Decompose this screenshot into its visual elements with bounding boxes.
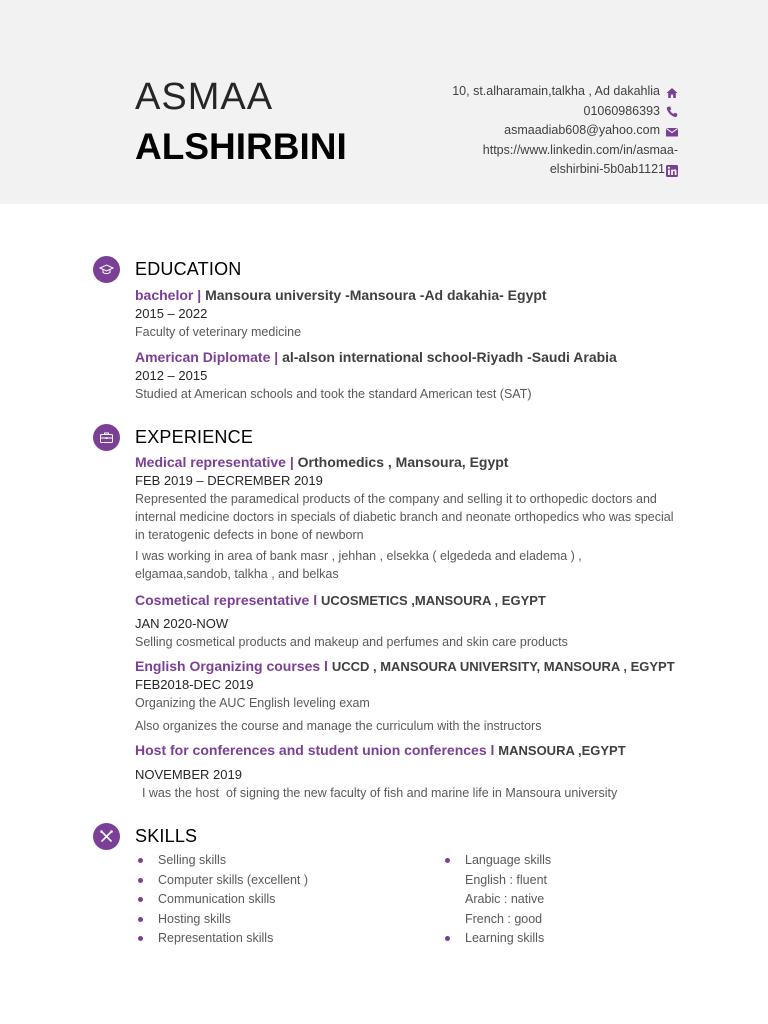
home-icon: [666, 86, 678, 98]
linkedin-text-2[interactable]: elshirbini-5b0ab1121: [549, 162, 665, 176]
description: I was the host of signing the new faculty of fish and marine life in Mansoura university: [135, 786, 618, 800]
dates: NOVEMBER 2019: [135, 767, 242, 782]
email-row: [452, 121, 678, 141]
linkedin-text-1[interactable]: https://www.linkedin.com/in/asmaa-: [482, 142, 678, 157]
experience-entry: [135, 591, 680, 651]
organization: Orthomedics , Mansoura, Egypt: [297, 454, 509, 470]
email-text[interactable]: asmaadiab608@yahoo.com: [504, 123, 660, 137]
description: Represented the paramedical products of the company and selling it to orthopedic doctors and internal medicine doctors in specials of diabetic branch and neonate orthopedics who was special in teratogenic defects in bone of newborn: [135, 492, 674, 542]
skill-item: Communication skills: [135, 890, 308, 910]
role: English Organizing courses l: [135, 658, 332, 674]
resume-header: [0, 0, 768, 204]
address-text: 10, st.alharamain,talkha , Ad dakahlia: [452, 84, 660, 98]
graduation-cap-icon: [99, 262, 114, 277]
skills-title: SKILLS: [135, 826, 198, 846]
skill-item: Computer skills (excellent ): [135, 871, 308, 891]
phone-text[interactable]: 01060986393: [583, 103, 660, 118]
description: I was working in area of bank masr , jehhan , elsekka ( elgededa and eladema ) , elgamaa,sandob, talkha , and belkas: [135, 549, 582, 581]
description: Also organizes the course and manage the curriculum with the instructors: [135, 719, 542, 733]
address-row: [452, 82, 678, 102]
skills-list-left: [135, 851, 308, 949]
phone-row: [452, 102, 678, 122]
experience-title: EXPERIENCE: [135, 427, 254, 447]
organization: MANSOURA ,EGYPT: [498, 743, 626, 758]
skill-item: Learning skills: [442, 929, 551, 949]
degree: bachelor |: [135, 287, 206, 303]
description: Studied at American schools and took the standard American test (SAT): [135, 387, 532, 401]
education-section-icon: [93, 256, 120, 283]
skill-item: Representation skills: [135, 929, 308, 949]
dates: FEB2018-DEC 2019: [135, 677, 254, 692]
dates: 2012 – 2015: [135, 368, 208, 383]
skill-item: Hosting skills: [135, 910, 308, 930]
skill-subitem: Arabic : native: [465, 892, 545, 906]
linkedin-icon: [666, 164, 678, 176]
skill-item: Language skills: [442, 851, 551, 871]
skills-section-icon: [93, 823, 120, 850]
organization: UCCD , MANSOURA UNIVERSITY, MANSOURA , EGYPT: [331, 659, 675, 674]
experience-section-icon: [93, 424, 120, 451]
role: Medical representative |: [135, 454, 298, 470]
education-entry: [135, 348, 680, 403]
briefcase-icon: [99, 430, 114, 445]
description: Faculty of veterinary medicine: [135, 325, 302, 339]
email-icon: [666, 125, 678, 137]
education-title: EDUCATION: [135, 259, 242, 279]
last-name: ALSHIRBINI: [135, 126, 347, 167]
skill-subitem: English : fluent: [465, 872, 547, 887]
description: Organizing the AUC English leveling exam: [135, 696, 370, 710]
experience-entry: [135, 657, 680, 735]
role: Host for conferences and student union conferences l: [135, 742, 499, 758]
skill-subitem: French : good: [465, 911, 543, 926]
experience-entry: [135, 453, 680, 583]
organization: UCOSMETICS ,MANSOURA , EGYPT: [320, 593, 546, 608]
school: Mansoura university -Mansoura -Ad dakahia- Egypt: [205, 287, 547, 303]
degree: American Diplomate |: [135, 349, 283, 365]
phone-icon: [666, 105, 678, 117]
skill-item: Selling skills: [135, 851, 308, 871]
education-entry: [135, 286, 680, 341]
skills-list-right: [442, 851, 551, 949]
school: al-alson international school-Riyadh -Saudi Arabia: [282, 349, 617, 365]
description: Selling cosmetical products and makeup and perfumes and skin care products: [135, 635, 568, 649]
dates: JAN 2020-NOW: [135, 616, 229, 631]
experience-entry: [135, 741, 680, 802]
tools-icon: [99, 829, 114, 844]
dates: 2015 – 2022: [135, 306, 208, 321]
linkedin-row[interactable]: [452, 141, 678, 180]
first-name: ASMAA: [135, 76, 274, 118]
dates: FEB 2019 – DECREMBER 2019: [135, 473, 323, 488]
role: Cosmetical representative l: [135, 592, 321, 608]
contact-info: [452, 82, 678, 180]
